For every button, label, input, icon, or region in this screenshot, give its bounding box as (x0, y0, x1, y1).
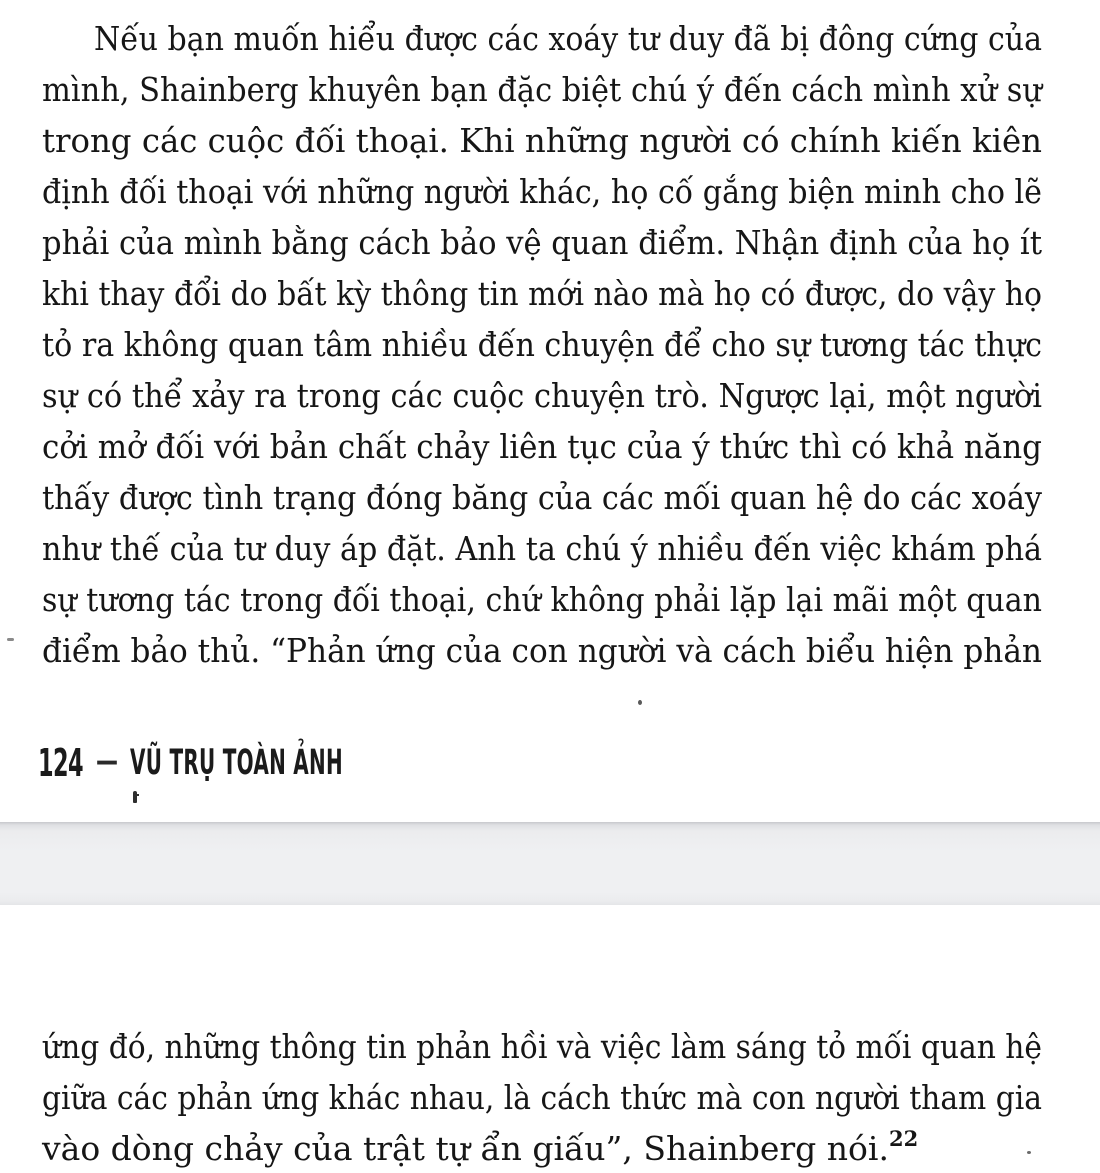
scan-artifact-mark (133, 791, 137, 803)
text-line-content: mình, Shainberg khuyên bạn đặc biệt chú ý đến cách mình xử sự (42, 70, 1042, 109)
text-line (42, 115, 1042, 166)
scan-speck (1027, 1151, 1031, 1154)
page-gutter-band (0, 822, 1100, 905)
text-line (42, 319, 1042, 370)
text-line-content: phải của mình bằng cách bảo vệ quan điểm. Nhận định của họ ít (42, 223, 1042, 262)
text-line-content: tỏ ra không quan tâm nhiều đến chuyện để cho sự tương tác thực (42, 325, 1042, 364)
text-line (42, 268, 1042, 319)
text-line-content: trong các cuộc đối thoại. Khi những người có chính kiến kiên (42, 121, 1042, 160)
text-line-content: khi thay đổi do bất kỳ thông tin mới nào mà họ có được, do vậy họ (42, 274, 1042, 313)
text-line-content: Nếu bạn muốn hiểu được các xoáy tư duy đã bị đông cứng của (94, 19, 1042, 58)
text-line-content: thấy được tình trạng đóng băng của các mối quan hệ do các xoáy (42, 478, 1042, 517)
text-line (42, 64, 1042, 115)
text-line (42, 421, 1042, 472)
text-line-content: ứng đó, những thông tin phản hồi và việc làm sáng tỏ mối quan hệ (42, 1027, 1042, 1066)
text-line (42, 166, 1042, 217)
text-line (42, 625, 1042, 676)
text-line-content: định đối thoại với những người khác, họ cố gắng biện minh cho lẽ (42, 172, 1042, 211)
footer-dash: — (96, 744, 118, 779)
text-line-content: điểm bảo thủ. “Phản ứng của con người và cách biểu hiện phản (42, 631, 1042, 670)
footnote-reference: 22 (888, 1126, 919, 1151)
scan-speck (7, 638, 14, 641)
text-line (42, 523, 1042, 574)
text-line (94, 13, 1042, 64)
text-line-content: sự tương tác trong đối thoại, chứ không phải lặp lại mãi một quan (42, 580, 1042, 619)
text-line-content: giữa các phản ứng khác nhau, là cách thức mà con người tham gia (42, 1078, 1042, 1117)
continuation-paragraph (42, 1021, 1042, 1173)
page-number: 124 (38, 741, 83, 785)
book-title: VŨ TRỤ TOÀN ẢNH (130, 743, 343, 783)
main-paragraph (42, 13, 1042, 676)
text-line-content: sự có thể xảy ra trong các cuộc chuyện trò. Ngược lại, một người (42, 376, 1042, 415)
text-line (42, 574, 1042, 625)
page-footer (0, 741, 1100, 785)
text-line-content: như thế của tư duy áp đặt. Anh ta chú ý nhiều đến việc khám phá (42, 529, 1042, 568)
text-line-content: cởi mở đối với bản chất chảy liên tục của ý thức thì có khả năng (42, 427, 1042, 466)
text-line (42, 1072, 1042, 1123)
text-line (42, 1123, 1042, 1173)
text-line (42, 472, 1042, 523)
text-line-content: vào dòng chảy của trật tự ẩn giấu”, Shainberg nói. (42, 1129, 889, 1168)
scan-speck (638, 700, 642, 705)
text-line (42, 370, 1042, 421)
text-line (42, 217, 1042, 268)
text-line (42, 1021, 1042, 1072)
